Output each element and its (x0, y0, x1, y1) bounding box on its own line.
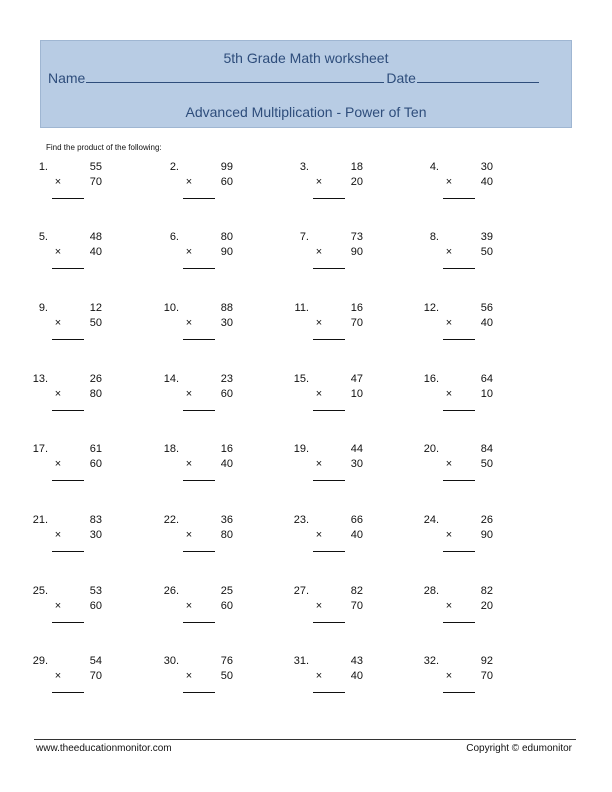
answer-line[interactable] (183, 268, 215, 269)
answer-line[interactable] (52, 198, 84, 199)
problem-item (30, 302, 110, 352)
answer-line[interactable] (52, 551, 84, 552)
multiply-sign: × (185, 600, 193, 612)
multiply-sign: × (315, 670, 323, 682)
multiply-sign: × (445, 317, 453, 329)
problem-item (30, 443, 110, 493)
answer-line[interactable] (313, 692, 345, 693)
date-label: Date (386, 70, 416, 86)
multiplier: 90 (480, 529, 493, 541)
answer-line[interactable] (313, 268, 345, 269)
problem-item (161, 443, 241, 493)
multiplier: 50 (480, 246, 493, 258)
answer-line[interactable] (313, 198, 345, 199)
multiply-sign: × (54, 176, 62, 188)
answer-line[interactable] (183, 551, 215, 552)
answer-line[interactable] (443, 268, 475, 269)
multiply-sign: × (185, 388, 193, 400)
multiply-sign: × (54, 670, 62, 682)
multiplicand: 43 (350, 655, 363, 667)
multiply-sign: × (54, 246, 62, 258)
multiplier: 50 (220, 670, 233, 682)
problem-number: 8. (429, 231, 439, 243)
problem-item (161, 373, 241, 423)
answer-line[interactable] (183, 339, 215, 340)
multiply-sign: × (185, 317, 193, 329)
problem-number: 21. (32, 514, 48, 526)
problem-number: 12. (423, 302, 439, 314)
multiplicand: 48 (89, 231, 102, 243)
multiply-sign: × (445, 388, 453, 400)
multiplier: 60 (89, 600, 102, 612)
multiplicand: 30 (480, 161, 493, 173)
answer-line[interactable] (183, 198, 215, 199)
multiply-sign: × (185, 458, 193, 470)
problem-item (291, 655, 371, 705)
problem-number: 26. (163, 585, 179, 597)
problem-item (161, 585, 241, 635)
multiplier: 40 (480, 176, 493, 188)
answer-line[interactable] (313, 622, 345, 623)
problem-item (291, 302, 371, 352)
problem-item (421, 373, 501, 423)
multiply-sign: × (445, 458, 453, 470)
multiplicand: 16 (350, 302, 363, 314)
multiplicand: 55 (89, 161, 102, 173)
multiply-sign: × (315, 600, 323, 612)
multiplicand: 39 (480, 231, 493, 243)
multiplier: 40 (220, 458, 233, 470)
multiply-sign: × (445, 529, 453, 541)
worksheet-subtitle: Advanced Multiplication - Power of Ten (185, 104, 427, 120)
answer-line[interactable] (313, 551, 345, 552)
problem-number: 24. (423, 514, 439, 526)
multiplicand: 99 (220, 161, 233, 173)
problem-number: 2. (169, 161, 179, 173)
multiply-sign: × (54, 529, 62, 541)
multiplicand: 61 (89, 443, 102, 455)
problem-item (30, 231, 110, 281)
problem-item (161, 231, 241, 281)
problem-item (421, 161, 501, 211)
multiplier: 90 (350, 246, 363, 258)
answer-line[interactable] (313, 480, 345, 481)
problem-number: 18. (163, 443, 179, 455)
multiplier: 80 (89, 388, 102, 400)
answer-line[interactable] (183, 622, 215, 623)
multiplicand: 56 (480, 302, 493, 314)
multiplicand: 84 (480, 443, 493, 455)
problem-number: 7. (299, 231, 309, 243)
multiplier: 90 (220, 246, 233, 258)
multiplicand: 82 (350, 585, 363, 597)
footer-copyright: Copyright © edumonitor (466, 743, 572, 754)
problem-item (291, 161, 371, 211)
multiply-sign: × (315, 246, 323, 258)
problem-item (421, 655, 501, 705)
problem-item (421, 231, 501, 281)
multiplicand: 36 (220, 514, 233, 526)
multiplicand: 92 (480, 655, 493, 667)
answer-line[interactable] (443, 339, 475, 340)
problem-number: 20. (423, 443, 439, 455)
problem-number: 9. (38, 302, 48, 314)
multiplicand: 73 (350, 231, 363, 243)
multiplicand: 76 (220, 655, 233, 667)
problem-number: 1. (38, 161, 48, 173)
multiplier: 70 (89, 670, 102, 682)
multiplicand: 88 (220, 302, 233, 314)
multiplier: 40 (350, 670, 363, 682)
problem-number: 25. (32, 585, 48, 597)
problem-number: 31. (293, 655, 309, 667)
answer-line[interactable] (443, 692, 475, 693)
problem-item (421, 302, 501, 352)
multiply-sign: × (54, 388, 62, 400)
multiplier: 60 (220, 176, 233, 188)
worksheet-title: 5th Grade Math worksheet (223, 50, 389, 66)
problem-item (421, 585, 501, 635)
multiplicand: 64 (480, 373, 493, 385)
multiplier: 10 (480, 388, 493, 400)
multiplier: 70 (89, 176, 102, 188)
answer-line[interactable] (52, 410, 84, 411)
multiply-sign: × (315, 529, 323, 541)
problem-item (161, 655, 241, 705)
multiplier: 40 (89, 246, 102, 258)
multiplicand: 82 (480, 585, 493, 597)
problem-item (161, 161, 241, 211)
problem-number: 4. (429, 161, 439, 173)
multiply-sign: × (315, 458, 323, 470)
problem-item (30, 655, 110, 705)
problem-item (291, 231, 371, 281)
answer-line[interactable] (52, 622, 84, 623)
multiplicand: 25 (220, 585, 233, 597)
problem-number: 17. (32, 443, 48, 455)
answer-line[interactable] (183, 410, 215, 411)
multiply-sign: × (185, 529, 193, 541)
multiplier: 20 (480, 600, 493, 612)
answer-line[interactable] (183, 692, 215, 693)
worksheet-header (40, 40, 572, 128)
problem-number: 30. (163, 655, 179, 667)
problem-number: 29. (32, 655, 48, 667)
problem-number: 10. (163, 302, 179, 314)
multiplier: 80 (220, 529, 233, 541)
multiplier: 60 (89, 458, 102, 470)
problem-number: 15. (293, 373, 309, 385)
problem-number: 3. (299, 161, 309, 173)
footer-website: www.theeducationmonitor.com (36, 743, 172, 754)
problem-number: 5. (38, 231, 48, 243)
footer-divider (34, 739, 576, 740)
multiplicand: 18 (350, 161, 363, 173)
multiplier: 10 (350, 388, 363, 400)
problem-item (291, 585, 371, 635)
multiply-sign: × (445, 246, 453, 258)
answer-line[interactable] (443, 198, 475, 199)
multiplicand: 44 (350, 443, 363, 455)
date-field-line[interactable] (417, 68, 539, 83)
problem-item (291, 443, 371, 493)
multiply-sign: × (445, 670, 453, 682)
multiplier: 50 (480, 458, 493, 470)
multiplicand: 16 (220, 443, 233, 455)
multiply-sign: × (445, 600, 453, 612)
answer-line[interactable] (52, 692, 84, 693)
problem-number: 27. (293, 585, 309, 597)
multiplier: 40 (350, 529, 363, 541)
multiplicand: 23 (220, 373, 233, 385)
multiply-sign: × (315, 176, 323, 188)
multiplier: 70 (350, 317, 363, 329)
problem-item (291, 514, 371, 564)
problem-item (161, 514, 241, 564)
answer-line[interactable] (443, 480, 475, 481)
problem-item (421, 514, 501, 564)
answer-line[interactable] (52, 480, 84, 481)
problem-number: 14. (163, 373, 179, 385)
multiplicand: 83 (89, 514, 102, 526)
name-field-line[interactable] (86, 68, 384, 83)
multiplier: 70 (480, 670, 493, 682)
multiplicand: 54 (89, 655, 102, 667)
problem-item (421, 443, 501, 493)
multiplier: 60 (220, 600, 233, 612)
multiply-sign: × (185, 670, 193, 682)
problem-number: 6. (169, 231, 179, 243)
multiplicand: 26 (480, 514, 493, 526)
problem-number: 19. (293, 443, 309, 455)
name-label: Name (48, 70, 86, 86)
problem-number: 28. (423, 585, 439, 597)
answer-line[interactable] (313, 410, 345, 411)
problem-number: 32. (423, 655, 439, 667)
multiplier: 20 (350, 176, 363, 188)
answer-line[interactable] (52, 268, 84, 269)
multiplier: 30 (350, 458, 363, 470)
answer-line[interactable] (52, 339, 84, 340)
problem-item (30, 373, 110, 423)
multiplicand: 26 (89, 373, 102, 385)
multiply-sign: × (54, 458, 62, 470)
problem-number: 13. (32, 373, 48, 385)
multiplier: 50 (89, 317, 102, 329)
problem-item (161, 302, 241, 352)
multiply-sign: × (315, 388, 323, 400)
problem-number: 23. (293, 514, 309, 526)
name-date-row (48, 68, 541, 86)
multiplicand: 47 (350, 373, 363, 385)
multiply-sign: × (315, 317, 323, 329)
problem-item (30, 514, 110, 564)
multiply-sign: × (445, 176, 453, 188)
problem-item (291, 373, 371, 423)
multiplier: 40 (480, 317, 493, 329)
problem-item (30, 585, 110, 635)
multiply-sign: × (185, 246, 193, 258)
multiply-sign: × (54, 317, 62, 329)
answer-line[interactable] (313, 339, 345, 340)
problem-number: 22. (163, 514, 179, 526)
problem-item (30, 161, 110, 211)
multiplicand: 80 (220, 231, 233, 243)
problem-number: 11. (294, 302, 309, 314)
multiply-sign: × (54, 600, 62, 612)
multiplier: 30 (220, 317, 233, 329)
multiplicand: 12 (89, 302, 102, 314)
multiplicand: 53 (89, 585, 102, 597)
answer-line[interactable] (183, 480, 215, 481)
multiplicand: 66 (350, 514, 363, 526)
instructions-text: Find the product of the following: (46, 143, 162, 152)
problem-number: 16. (423, 373, 439, 385)
multiplier: 60 (220, 388, 233, 400)
answer-line[interactable] (443, 551, 475, 552)
answer-line[interactable] (443, 622, 475, 623)
multiplier: 70 (350, 600, 363, 612)
answer-line[interactable] (443, 410, 475, 411)
multiply-sign: × (185, 176, 193, 188)
multiplier: 30 (89, 529, 102, 541)
